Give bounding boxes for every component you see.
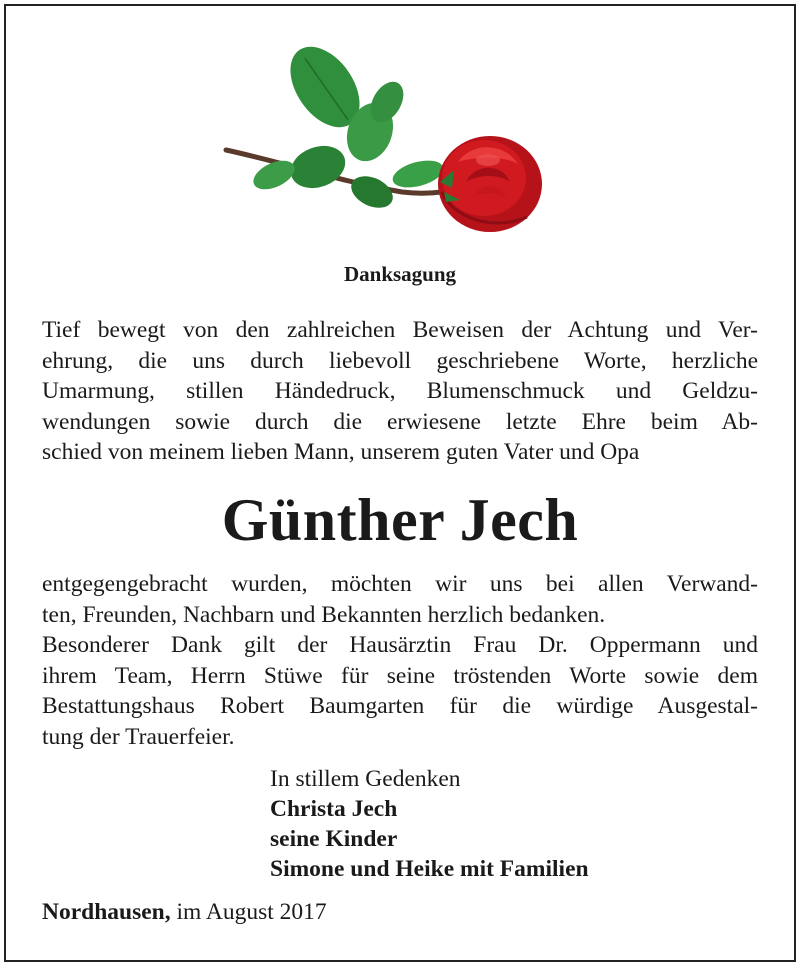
text-line: ehrung, die uns durch liebevoll geschriebene Worte, herzliche [42, 347, 758, 374]
notice-heading: Danksagung [343, 262, 457, 286]
signature-block [270, 764, 589, 884]
text-line: ihrem Team, Herrn Stüwe für seine tröstenden Worte sowie dem [42, 662, 758, 689]
deceased-name: Günther Jech [221, 487, 579, 553]
text-line: Umarmung, stillen Händedruck, Blumenschmuck und Geldzu- [42, 378, 758, 404]
date: im August 2017 [176, 899, 327, 925]
red-rose-icon [222, 32, 552, 242]
text-line: wendungen sowie durch die erwiesene letzte Ehre beim Ab- [42, 408, 758, 435]
place: Nordhausen, [42, 899, 171, 925]
text-line: ten, Freunden, Nachbarn und Bekannten herzlich bedanken. [42, 601, 606, 628]
signature-name: seine Kinder [270, 826, 398, 852]
text-line: tung der Trauerfeier. [42, 723, 235, 750]
text-line: Besonderer Dank gilt der Hausärztin Frau Dr. Oppermann und [42, 632, 758, 658]
text-line: Tief bewegt von den zahlreichen Beweisen der Achtung und Ver- [42, 317, 758, 343]
place-date [42, 899, 327, 926]
text-line: Bestattungshaus Robert Baumgarten für die würdige Ausgestal- [42, 693, 758, 719]
text-line: entgegengebracht wurden, möchten wir uns bei allen Verwand- [42, 571, 758, 597]
body-paragraph [42, 569, 758, 752]
text-line: schied von meinem lieben Mann, unserem guten Vater und Opa [42, 439, 640, 465]
signature-name: Simone und Heike mit Familien [270, 856, 589, 882]
signature-name: Christa Jech [270, 796, 398, 822]
intro-paragraph [42, 315, 758, 468]
signature-opening: In stillem Gedenken [270, 766, 461, 792]
